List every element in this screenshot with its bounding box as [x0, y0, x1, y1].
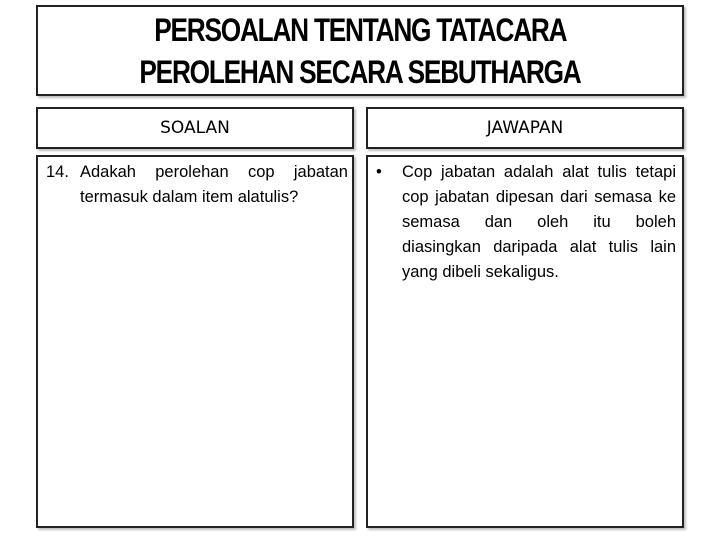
page-title-line-1: PERSOALAN TENTANG TATACARA: [153, 11, 567, 48]
bullet-icon: •: [376, 163, 382, 181]
answer-column-header: [366, 107, 684, 149]
question-item: [46, 160, 348, 210]
answer-item: [376, 160, 676, 285]
question-text: Adakah perolehan cop jabatan termasuk dalam item alatulis?: [80, 163, 348, 206]
question-cell: [36, 155, 354, 528]
question-column-header-label: SOALAN: [160, 118, 230, 138]
answer-column-header-label: JAWAPAN: [486, 118, 564, 138]
page-title-line-2: PEROLEHAN SECARA SEBUTHARGA: [139, 53, 581, 90]
answer-text: Cop jabatan adalah alat tulis tetapi cop jabatan dipesan dari semasa ke semasa dan oleh itu boleh diasingkan daripada alat tulis lain yang dibeli sekaligus.: [402, 163, 676, 281]
answer-cell: [366, 155, 684, 528]
question-number: 14.: [46, 163, 69, 181]
question-column-header: [36, 107, 354, 149]
title-box: [36, 5, 684, 96]
